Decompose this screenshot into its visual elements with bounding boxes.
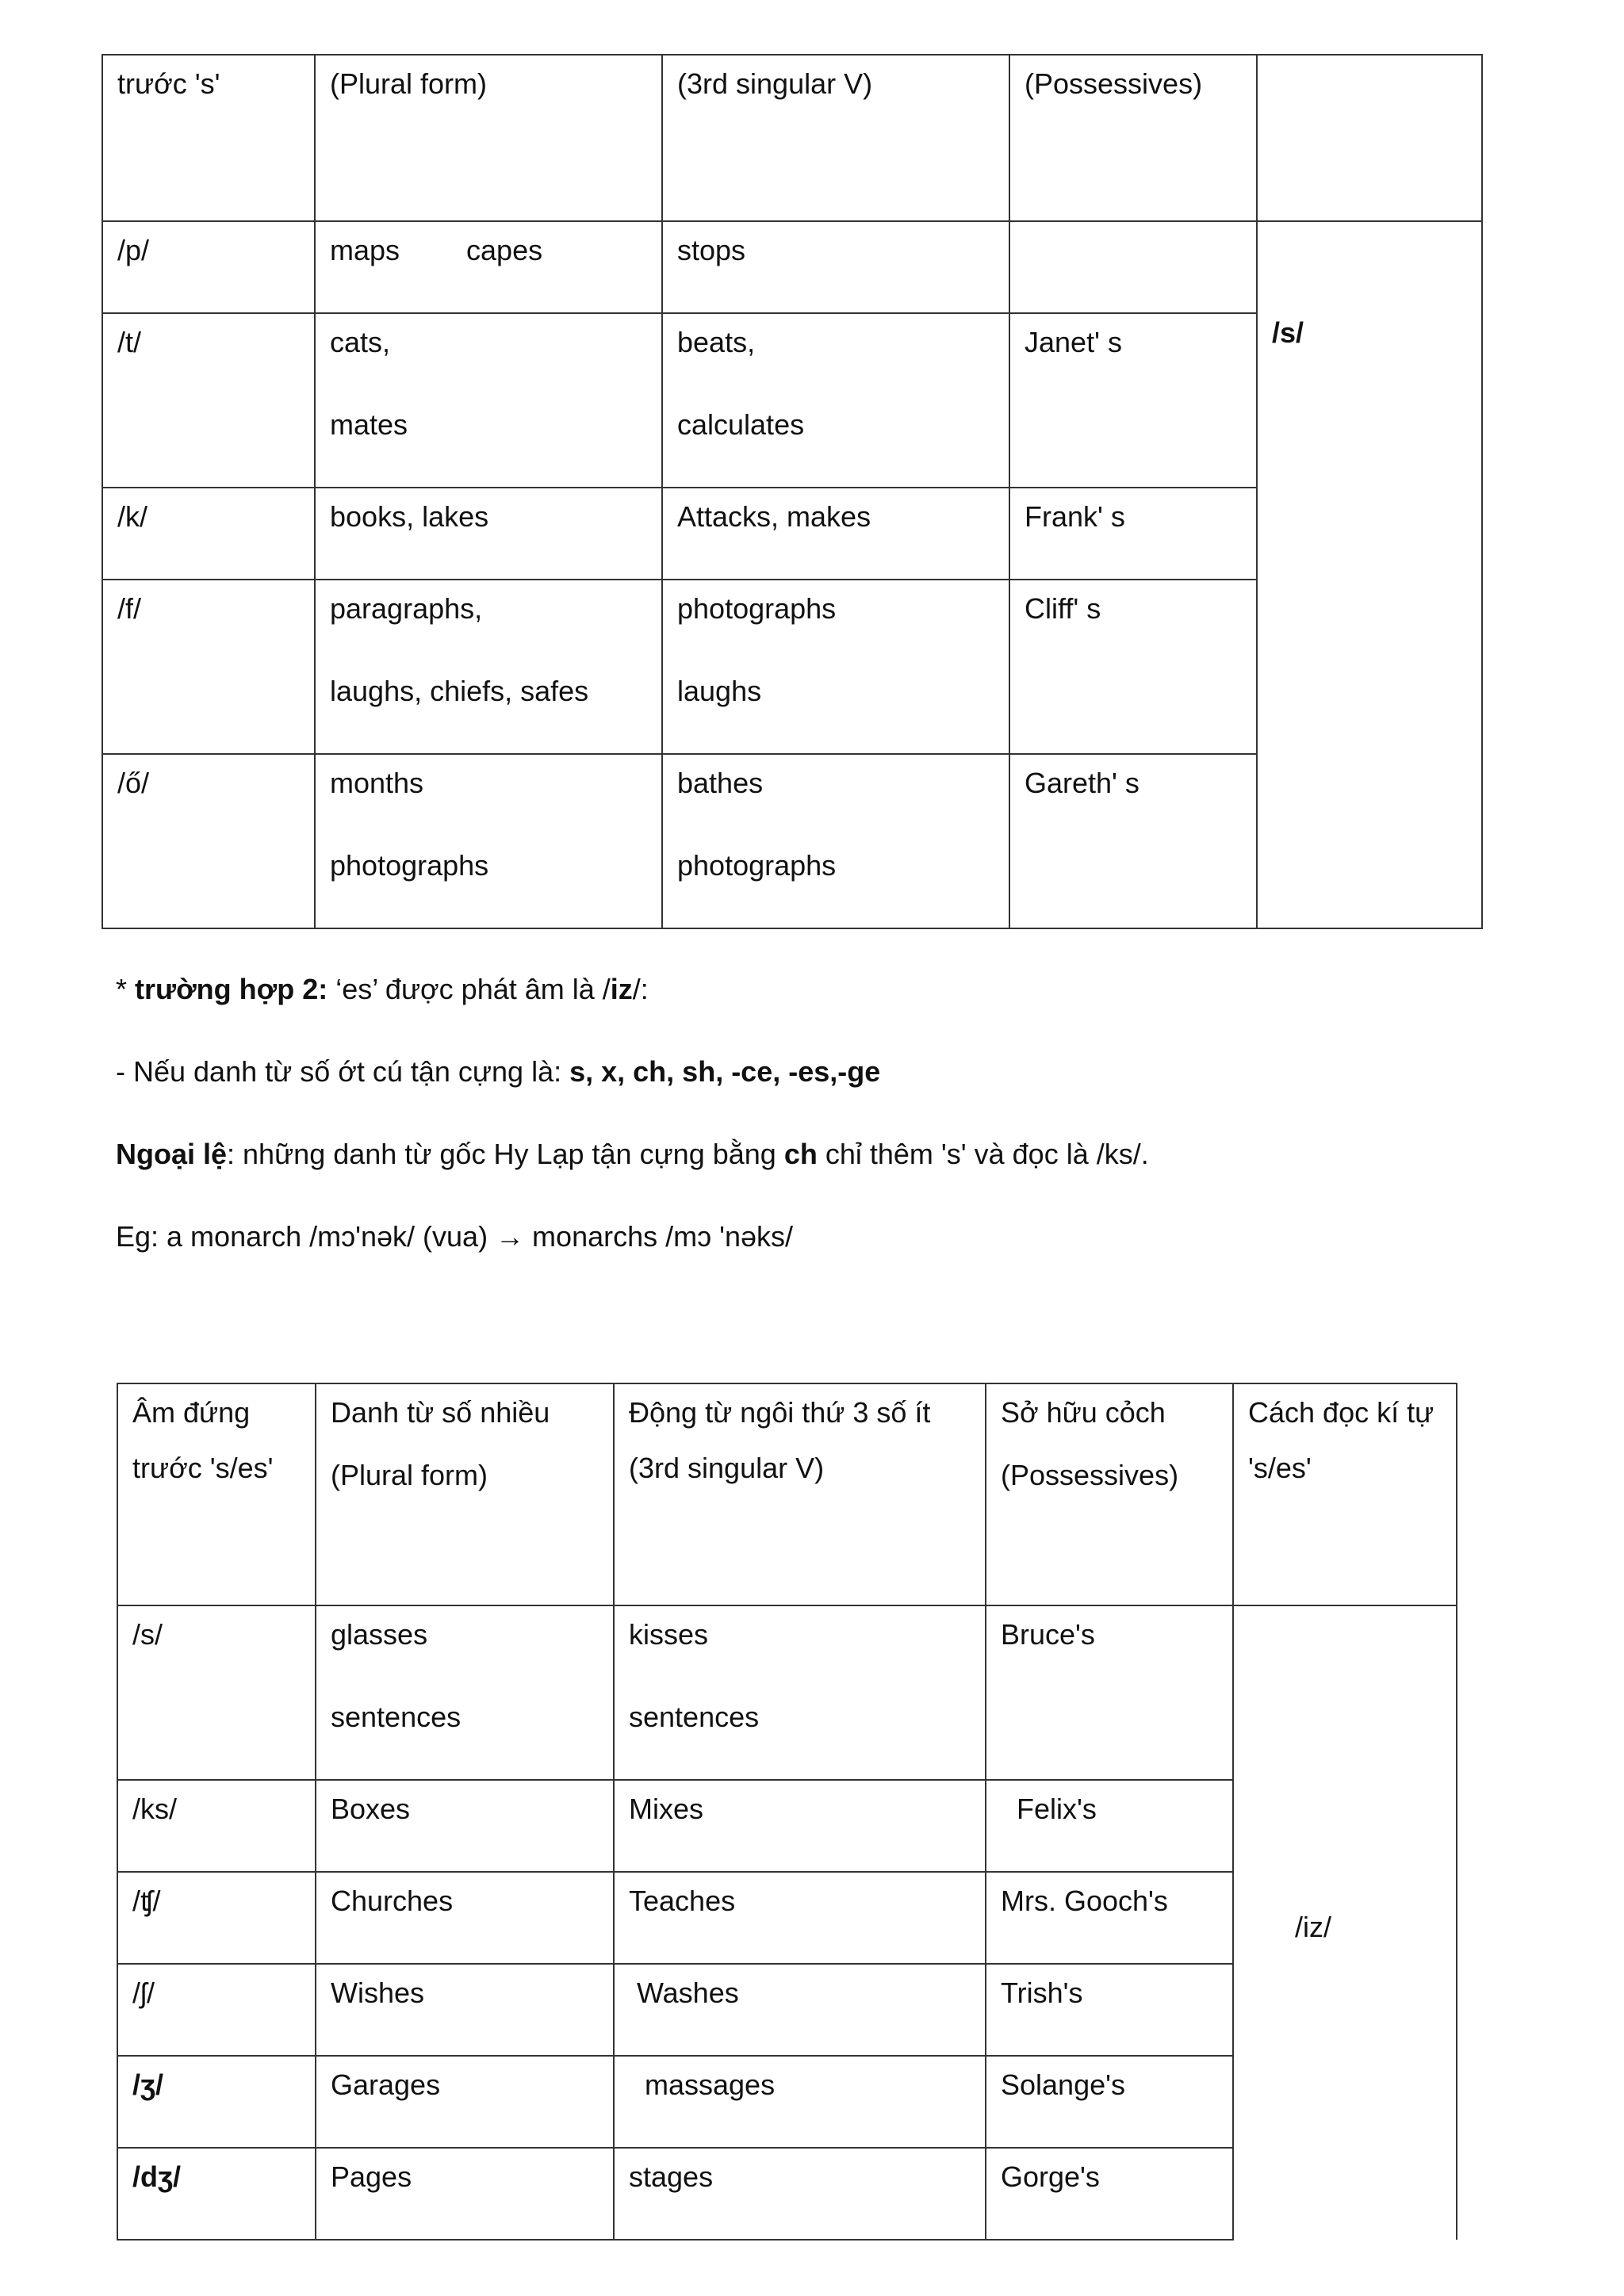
cell-plural: cats, mates <box>315 313 662 488</box>
header-reading: Cách đọc kí tự 's/es' <box>1233 1383 1457 1605</box>
cell-verb: Washes <box>614 1964 986 2056</box>
case-2-example: Eg: a monarch /mɔ'nək/ (vua) → monarchs /mɔ 'nəks/ <box>116 1220 794 1253</box>
cell-plural: months photographs <box>315 754 662 928</box>
header-sound: Âm đứng trước 's/es' <box>117 1383 316 1605</box>
header-possessive: (Possessives) <box>1009 55 1257 221</box>
header-sound: trước 's' <box>102 55 315 221</box>
cell-verb: stops <box>662 221 1009 313</box>
cell-plural: Boxes <box>316 1780 614 1872</box>
header-reading <box>1257 55 1482 221</box>
cell-possessive <box>1009 221 1257 313</box>
header-possessive: Sở hữu cỏch (Possessives) <box>986 1383 1233 1605</box>
header-plural: Danh từ số nhiều (Plural form) <box>316 1383 614 1605</box>
cell-possessive: Gorge's <box>986 2148 1233 2240</box>
cell-sound: /dʒ/ <box>117 2148 316 2240</box>
cell-verb: kisses sentences <box>614 1605 986 1780</box>
cell-sound: /p/ <box>102 221 315 313</box>
cell-sound: /s/ <box>117 1605 316 1780</box>
cell-plural: books, lakes <box>315 488 662 580</box>
cell-verb: stages <box>614 2148 986 2240</box>
cell-sound: /ʧ/ <box>117 1872 316 1964</box>
cell-sound: /ks/ <box>117 1780 316 1872</box>
cell-reading: /iz/ <box>1233 1605 1457 2240</box>
cell-possessive: Felix's <box>986 1780 1233 1872</box>
cell-verb: photographs laughs <box>662 580 1009 754</box>
table-row <box>117 1605 1457 1780</box>
cell-reading: /s/ <box>1257 221 1482 928</box>
header-verb: Động từ ngôi thứ 3 số ít (3rd singular V) <box>614 1383 986 1605</box>
cell-verb: bathes photographs <box>662 754 1009 928</box>
header-plural: (Plural form) <box>315 55 662 221</box>
case-2-rule: - Nếu danh từ số ớt cú tận cựng là: s, x, ch, sh, -ce, -es,-ge <box>116 1055 881 1088</box>
cell-possessive: Solange's <box>986 2056 1233 2148</box>
cell-sound: /ő/ <box>102 754 315 928</box>
cell-possessive: Mrs. Gooch's <box>986 1872 1233 1964</box>
cell-plural: maps capes <box>315 221 662 313</box>
header-verb: (3rd singular V) <box>662 55 1009 221</box>
cell-verb: Attacks, makes <box>662 488 1009 580</box>
cell-possessive: Cliff' s <box>1009 580 1257 754</box>
table-header-row <box>102 55 1482 221</box>
cell-verb: massages <box>614 2056 986 2148</box>
cell-plural: glasses sentences <box>316 1605 614 1780</box>
table-header-row <box>117 1383 1457 1605</box>
cell-verb: Teaches <box>614 1872 986 1964</box>
cell-sound: /f/ <box>102 580 315 754</box>
cell-possessive: Bruce's <box>986 1605 1233 1780</box>
table-row <box>102 221 1482 313</box>
cell-sound: /k/ <box>102 488 315 580</box>
cell-possessive: Trish's <box>986 1964 1233 2056</box>
cell-plural: Churches <box>316 1872 614 1964</box>
cell-plural: Wishes <box>316 1964 614 2056</box>
cell-sound: /ʒ/ <box>117 2056 316 2148</box>
case-2-exception: Ngoại lệ: những danh từ gốc Hy Lạp tận cựng bằng ch chỉ thêm 's' và đọc là /ks/. <box>116 1138 1149 1170</box>
case-2-notes <box>116 959 1464 1289</box>
cell-plural: Pages <box>316 2148 614 2240</box>
cell-sound: /ʃ/ <box>117 1964 316 2056</box>
cell-sound: /t/ <box>102 313 315 488</box>
cell-plural: paragraphs, laughs, chiefs, safes <box>315 580 662 754</box>
cell-possessive: Gareth' s <box>1009 754 1257 928</box>
case-2-heading: * trường hợp 2: ‘es’ được phát âm là /iz/: <box>116 973 649 1005</box>
cell-verb: Mixes <box>614 1780 986 1872</box>
cell-possessive: Janet' s <box>1009 313 1257 488</box>
cell-possessive: Frank' s <box>1009 488 1257 580</box>
table-s-pronunciation <box>102 54 1483 929</box>
cell-plural: Garages <box>316 2056 614 2148</box>
table-iz-pronunciation <box>117 1383 1457 2241</box>
cell-verb: beats, calculates <box>662 313 1009 488</box>
